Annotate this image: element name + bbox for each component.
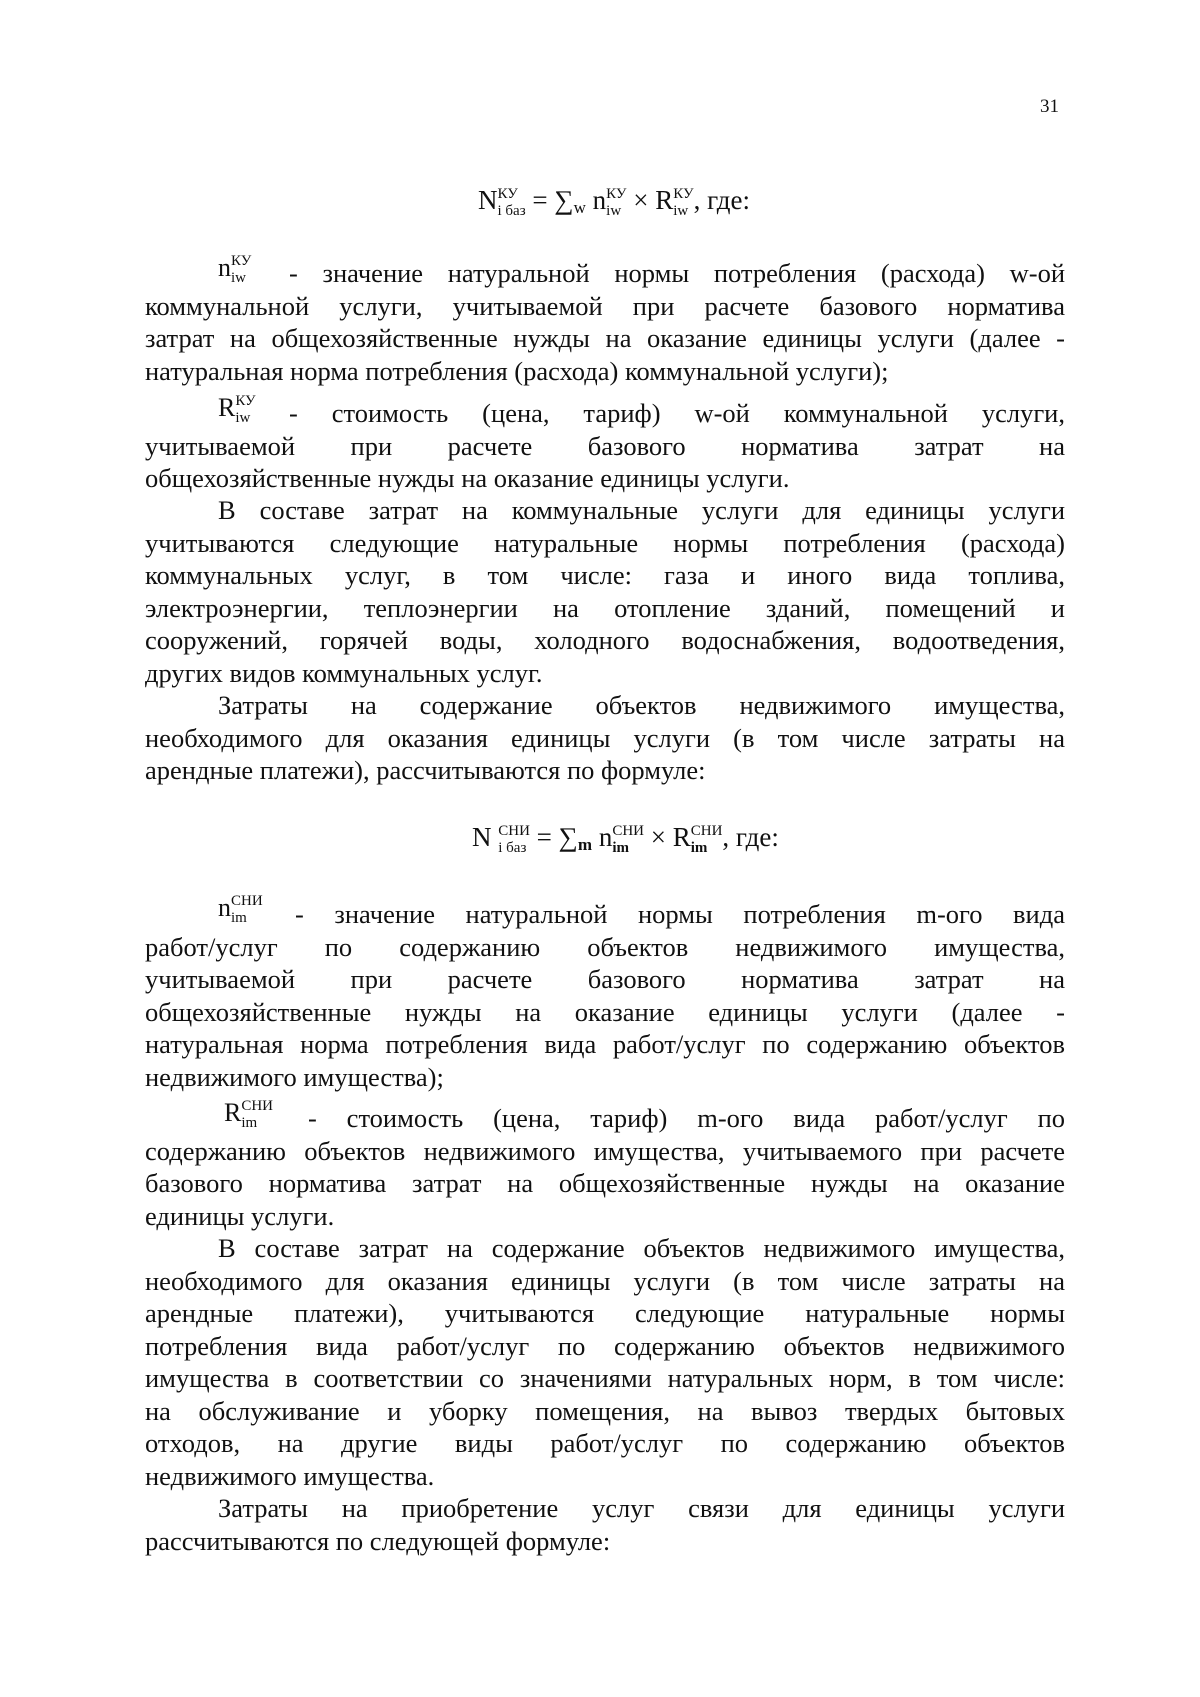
paragraph-utilities-norms: [145, 494, 1065, 689]
text-line: сооружений, горячей воды, холодного водоснабжения, водоотведения,: [145, 625, 1065, 655]
text-line: - значение натуральной нормы потребления m-ого вида: [295, 899, 1065, 929]
formula-sub: im: [690, 839, 708, 856]
text-line: В составе затрат на содержание объектов недвижимого имущества,: [218, 1233, 1065, 1263]
text-line: недвижимого имущества.: [145, 1460, 435, 1491]
definition-symbol: n КУ iw: [218, 253, 252, 287]
definition-symbol: R СНИ im: [224, 1098, 274, 1132]
text-line: - значение натуральной нормы потребления (расхода) w-ой: [289, 258, 1065, 288]
formula-sup: КУ: [673, 185, 694, 202]
formula-sub: i баз: [497, 202, 526, 219]
text-line: других видов коммунальных услуг.: [145, 657, 543, 688]
definition-n-sni: [145, 898, 1065, 1093]
text-line: общехозяйственные нужды на оказание единицы услуги (далее -: [145, 996, 1065, 1027]
text-line: потребления вида работ/услуг по содержанию объектов недвижимого: [145, 1330, 1065, 1361]
formula-sup: КУ: [606, 185, 627, 202]
text-line: арендные платежи), учитываются следующие натуральные нормы: [145, 1298, 1065, 1328]
text-line: отходов, на другие виды работ/услуг по содержанию объектов: [145, 1428, 1065, 1458]
formula-sub: iw: [673, 202, 689, 219]
definition-r-ku: [145, 397, 1065, 495]
text-line: базового норматива затрат на общехозяйственные нужды на оказание: [145, 1168, 1065, 1198]
formula-symbol: n: [592, 185, 607, 215]
text-line: учитываемой при расчете базового норматива затрат на: [145, 430, 1065, 461]
text-line: единицы услуги.: [145, 1200, 335, 1231]
text-line: натуральная норма потребления вида работ/услуг по содержанию объектов: [145, 1029, 1065, 1059]
formula-tail: , где:: [693, 185, 751, 215]
text-line: арендные платежи), рассчитываются по формуле:: [145, 755, 706, 785]
text-line: затрат на общехозяйственные нужды на оказание единицы услуги (далее -: [145, 323, 1065, 353]
paragraph-property-costs: [145, 689, 1065, 787]
definition-symbol: R КУ iw: [218, 393, 256, 427]
text-line: коммунальных услуг, в том числе: газа и иного вида топлива,: [145, 560, 1065, 590]
text-line: коммунальной услуги, учитываемой при расчете базового норматива: [145, 290, 1065, 321]
formula-equals: =: [536, 822, 552, 852]
text-line: Затраты на приобретение услуг связи для единицы услуги: [218, 1493, 1065, 1523]
text-line: В составе затрат на коммунальные услуги для единицы услуги: [218, 495, 1065, 525]
formula-sum: ∑: [558, 822, 578, 852]
formula-symbol: N: [472, 822, 492, 852]
text-line: содержанию объектов недвижимого имущества, учитываемого при расчете: [145, 1135, 1065, 1166]
definition-n-ku: [145, 257, 1065, 387]
text-line: учитываются следующие натуральные нормы потребления (расхода): [145, 527, 1065, 558]
definition-symbol: n СНИ im: [218, 893, 263, 927]
text-line: на обслуживание и уборку помещения, на вывоз твердых бытовых: [145, 1395, 1065, 1426]
formula-sub: iw: [606, 202, 622, 219]
paragraph-communication-costs: [145, 1492, 1065, 1557]
formula-symbol: R: [655, 185, 674, 215]
text-line: натуральная норма потребления (расхода) коммунальной услуги);: [145, 355, 889, 386]
text-line: работ/услуг по содержанию объектов недвижимого имущества,: [145, 931, 1065, 962]
text-line: необходимого для оказания единицы услуги (в том числе затраты на: [145, 1265, 1065, 1296]
text-line: учитываемой при расчете базового норматива затрат на: [145, 964, 1065, 994]
text-line: - стоимость (цена, тариф) w-ой коммунальной услуги,: [289, 398, 1065, 428]
formula-symbol: R: [672, 822, 691, 852]
formula-tail: , где:: [722, 822, 779, 852]
formula-symbol: N: [478, 185, 498, 215]
formula-property: [472, 822, 779, 856]
formula-sup: СНИ: [498, 822, 530, 839]
text-line: недвижимого имущества);: [145, 1061, 444, 1092]
text-line: рассчитываются по следующей формуле:: [145, 1525, 611, 1556]
formula-sup: КУ: [497, 185, 518, 202]
text-line: общехозяйственные нужды на оказание единицы услуги.: [145, 463, 790, 493]
page-number: 31: [1040, 96, 1059, 117]
formula-sum: ∑: [554, 185, 574, 215]
formula-sum-index: w: [573, 198, 586, 217]
text-line: - стоимость (цена, тариф) m-ого вида работ/услуг по: [308, 1103, 1065, 1133]
text-line: Затраты на содержание объектов недвижимого имущества,: [218, 690, 1065, 720]
text-line: имущества в соответствии со значениями натуральных норм, в том числе:: [145, 1363, 1065, 1393]
definition-r-sni: [145, 1102, 1065, 1232]
formula-symbol: n: [598, 822, 613, 852]
text-line: электроэнергии, теплоэнергии на отопление зданий, помещений и: [145, 592, 1065, 623]
formula-times: ×: [650, 822, 666, 852]
formula-sub: i баз: [498, 839, 527, 856]
formula-sub: im: [612, 839, 629, 856]
paragraph-property-norms: [145, 1232, 1065, 1492]
formula-sup: СНИ: [612, 822, 644, 839]
formula-utilities: [478, 185, 750, 219]
formula-equals: =: [532, 185, 548, 215]
formula-sup: СНИ: [690, 822, 723, 839]
formula-times: ×: [633, 185, 649, 215]
text-line: необходимого для оказания единицы услуги (в том числе затраты на: [145, 722, 1065, 753]
formula-sum-index: m: [577, 835, 593, 854]
